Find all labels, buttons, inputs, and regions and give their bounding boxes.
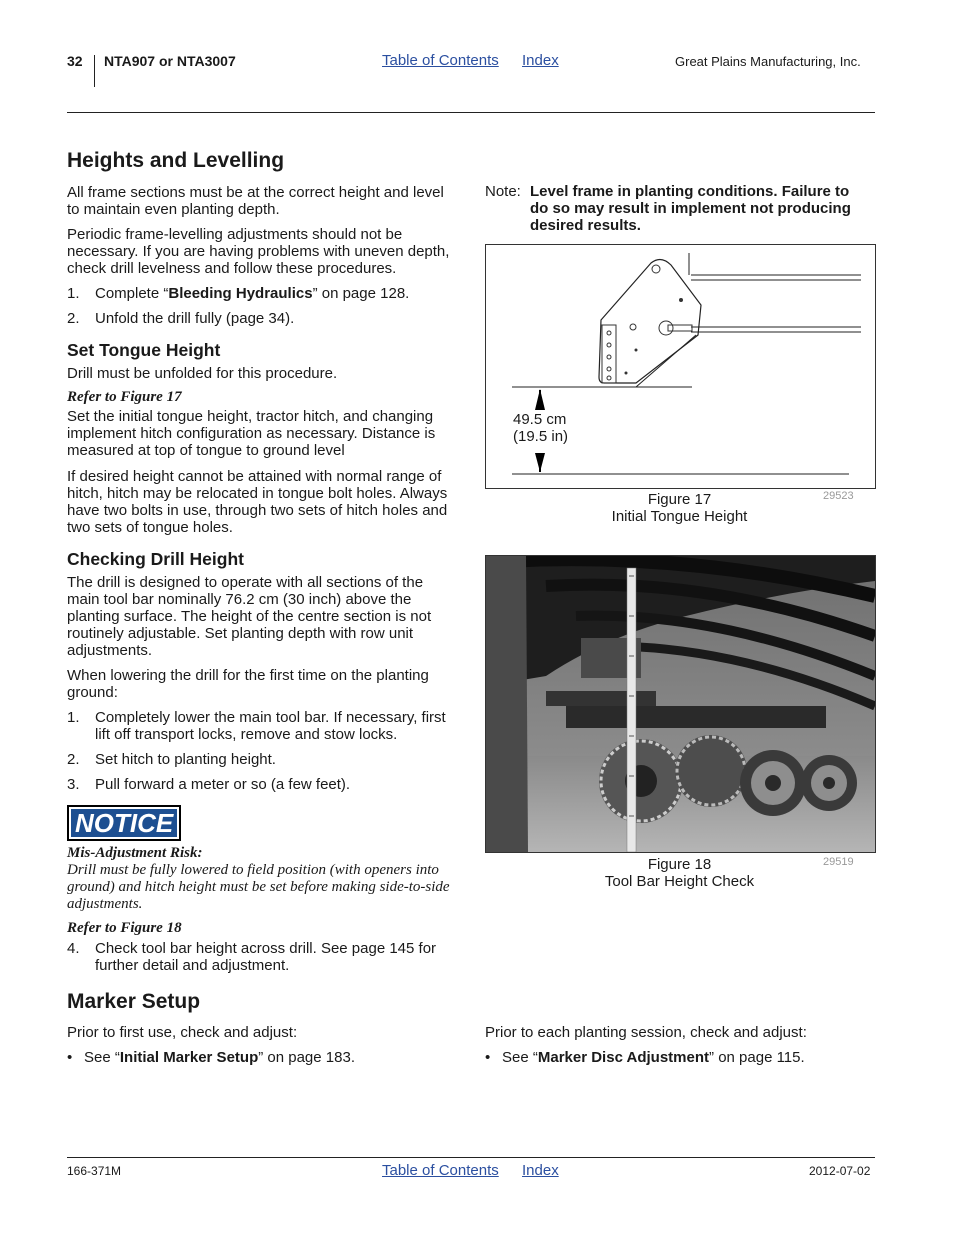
notice-label: NOTICE [67,805,181,841]
figure-17-number: Figure 17 [647,491,712,508]
list-number: 2. [67,751,80,768]
tongue-para-1: Drill must be unfolded for this procedure. [67,365,338,382]
doc-date: 2012-07-02 [809,1164,871,1178]
drill-para-1: The drill is designed to operate with all sections of the main tool bar nominally 76.2 cm (30 inch) above the planting surface. The height of the centre section is not routinely adjustable. Set planting depth with row unit adjustments. [67,574,432,659]
header-rule [67,112,875,113]
list-item [67,285,459,303]
list-text [84,1049,355,1066]
list-text: Completely lower the main tool bar. If necessary, first lift off transport locks, remove and stow locks. [95,709,446,743]
list-item [67,709,459,745]
list-item [67,310,459,328]
list-text-pre: Complete “ [95,285,169,302]
company-name: Great Plains Manufacturing, Inc. [675,54,861,69]
list-text-pre: See “ [84,1049,120,1066]
bullet: • [485,1049,491,1066]
measurement-cm: 49.5 cm [513,411,567,428]
section-title-marker: Marker Setup [67,990,201,1013]
footer-toc-link[interactable]: Table of Contents [382,1162,499,1179]
list-number: 1. [67,285,80,302]
index-link[interactable]: Index [522,52,559,69]
list-item [67,751,459,769]
list-item [67,940,459,976]
header-divider [94,55,95,87]
list-number: 2. [67,310,80,327]
subsection-title-tongue: Set Tongue Height [67,340,221,360]
list-item [67,776,459,794]
doc-number: 166-371M [67,1164,122,1178]
notice-text: Drill must be fully lowered to field position (with openers into ground) and hitch height must be set before making side-to-side adjustments. [67,862,450,912]
list-number: 1. [67,709,80,726]
list-text: Pull forward a meter or so (a few feet). [95,776,351,793]
heights-para-1: All frame sections must be at the correct height and level to maintain even planting depth. [67,184,444,218]
note-text: Level frame in planting conditions. Failure to do so may result in implement not producing desired results. [530,183,851,234]
list-text [95,285,409,302]
list-number: 3. [67,776,80,793]
drill-para-2: When lowering the drill for the first time on the planting ground: [67,667,429,701]
list-text-pre: See “ [502,1049,538,1066]
figure-18-id: 29519 [823,856,854,868]
subsection-title-drill: Checking Drill Height [67,549,244,569]
section-title-heights: Heights and Levelling [67,149,285,172]
tongue-para-3: If desired height cannot be attained with normal range of hitch, hitch may be relocated in tongue bolt holes. Always have two bolts in use, through two sets of hitch holes and two sets of tongue holes. [67,468,448,536]
measurement-in: (19.5 in) [513,428,569,445]
bullet: • [67,1049,73,1066]
notice-title: Mis-Adjustment Risk: [67,845,203,861]
initial-marker-setup-ref[interactable]: Initial Marker Setup [119,1049,259,1066]
list-text [502,1049,805,1066]
footer-index-link[interactable]: Index [522,1162,559,1179]
marker-left-intro: Prior to first use, check and adjust: [67,1024,298,1041]
tongue-diagram [486,245,875,488]
marker-disc-adjustment-ref[interactable]: Marker Disc Adjustment [537,1049,710,1066]
list-text: Set hitch to planting height. [95,751,276,768]
bleeding-hydraulics-ref[interactable]: Bleeding Hydraulics [168,285,313,302]
tongue-para-2: Set the initial tongue height, tractor hitch, and changing implement hitch configuration as necessary. Distance is measured at top of tongue to ground level [67,408,436,459]
list-text: Check tool bar height across drill. See page 145 for further detail and adjustment. [95,940,437,974]
note-label: Note: [485,183,521,200]
page-number: 32 [67,53,83,69]
figure-18-number: Figure 18 [647,856,712,873]
refer-figure-18: Refer to Figure 18 [67,920,182,936]
figure-18-photo [485,555,876,853]
figure-17-title: Initial Tongue Height [611,508,748,525]
list-text-post: ” on page 115. [709,1049,805,1066]
list-text-post: ” on page 183. [258,1049,355,1066]
figure-17-frame [485,244,876,489]
list-item [485,1049,874,1067]
list-text: Unfold the drill fully (page 34). [95,310,295,327]
figure-18-title: Tool Bar Height Check [604,873,755,890]
figure-17-id: 29523 [823,490,854,502]
refer-figure-17: Refer to Figure 17 [67,389,182,405]
toc-link[interactable]: Table of Contents [382,52,499,69]
footer-rule [67,1157,875,1158]
list-text-post: ” on page 128. [312,285,410,302]
heights-para-2: Periodic frame-levelling adjustments should not be necessary. If you are having problems with uneven depth, check drill levelness and follow these procedures. [67,226,450,277]
list-item [67,1049,459,1067]
model-name: NTA907 or NTA3007 [104,53,236,69]
tool-bar-photo [486,556,875,852]
marker-right-intro: Prior to each planting session, check and adjust: [485,1024,807,1041]
list-number: 4. [67,940,80,957]
